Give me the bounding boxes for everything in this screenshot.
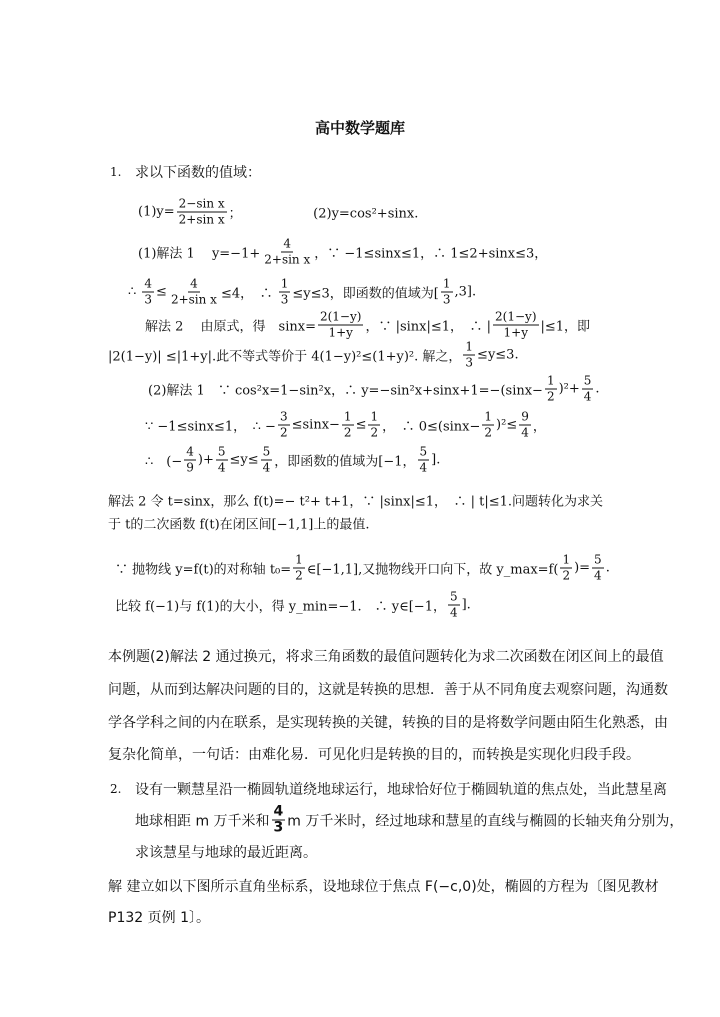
fraction: [441, 277, 453, 308]
denominator: 4: [521, 425, 529, 440]
text-segment: ∈[−1,1],又抛物线开口向下，故 y_max=f(: [306, 562, 559, 578]
fraction: [368, 410, 380, 441]
text-segment: )²+: [558, 381, 580, 397]
numerator: 5: [583, 373, 592, 388]
numerator: 5: [449, 589, 458, 604]
text-segment: ∵ −1≤sinx≤1， ∴ −: [145, 419, 276, 435]
text-segment: ∴: [128, 284, 141, 300]
math-line: [108, 491, 603, 510]
denominator: 3: [273, 819, 284, 836]
numerator: 1: [280, 276, 289, 291]
fraction: [279, 277, 291, 308]
math-line: [108, 340, 519, 371]
fraction: [582, 374, 594, 405]
math-line: [145, 310, 590, 341]
text-segment: 设有一颗慧星沿一椭圆轨道绕地球运行，地球恰好位于椭圆轨道的焦点处，当此慧星离: [135, 782, 667, 798]
fraction: [177, 197, 227, 228]
text-segment: ≤y≤3.: [477, 347, 519, 363]
numerator: 1: [484, 409, 493, 424]
solution-line: [108, 876, 659, 896]
fraction: [463, 340, 475, 371]
fraction: [272, 805, 286, 836]
numerator: 2−sin x: [178, 196, 225, 211]
numerator: 1: [343, 409, 352, 424]
text-segment: ∴ (−: [145, 454, 183, 470]
text-segment: 解 建立如以下图所示直角坐标系，设地球位于焦点 F(−c,0)处，椭圆的方程为〔图见教材: [108, 879, 659, 895]
math-line: [108, 514, 370, 533]
text-segment: 比较 f(−1)与 f(1)的大小，得 y_min=−1. ∴ y∈[−1，: [115, 599, 446, 615]
fraction: [545, 374, 557, 405]
text-segment: ，即函数的值域为[−1，: [274, 454, 416, 470]
denominator: 3: [465, 355, 474, 370]
math-line: [145, 445, 440, 476]
text-segment: 解法 2 令 t=sinx，那么 f(t)=− t²+ t+1，∵ |sinx|≤1， ∴ | t|≤1.问题转化为求关: [108, 494, 604, 510]
text-segment: ≤y≤3，即函数的值域为[: [292, 286, 439, 302]
solution-line: [108, 907, 210, 927]
fraction: [293, 553, 305, 584]
numerator: 2(1−y): [319, 309, 362, 324]
page-title: 高中数学题库: [314, 119, 405, 137]
text-segment: ,3].: [454, 284, 477, 300]
paragraph-line: 学各学科之间的内在联系，是实现转换的关键，转换的目的是将数学问题由陌生化熟悉，由: [108, 715, 668, 731]
text-segment: ， ∴ 0≤(sinx−: [382, 419, 481, 435]
denominator: 4: [419, 460, 428, 475]
text-segment: ].: [461, 597, 471, 613]
numerator: 1: [442, 276, 451, 291]
text-segment: (1)解法 1 y=−1+: [138, 246, 261, 262]
denominator: 3: [280, 292, 289, 307]
fraction: [261, 445, 273, 476]
fraction: [560, 553, 572, 584]
text-segment: 求该慧星与地球的最近距离。: [135, 845, 317, 861]
numerator: 4: [273, 803, 284, 820]
math-line: [138, 237, 547, 268]
text-segment: m 万千米时，经过地球和慧星的直线与椭圆的长轴夹角分别为，: [287, 813, 684, 829]
denominator: 4: [594, 568, 602, 583]
text-segment: ； (2)y=cos²+sinx.: [228, 206, 419, 222]
paragraph-line: 复杂化简单，一句话：由难化易．可见化归是转换的目的，而转换是实现化归段手段。: [108, 747, 640, 763]
denominator: 4: [449, 605, 458, 620]
denominator: 2: [370, 425, 379, 440]
numerator: 4: [144, 276, 153, 291]
denominator: 9: [186, 460, 194, 475]
text-segment: ∵ 抛物线 y=f(t)的对称轴 t₀=: [115, 562, 292, 578]
numerator: 4: [190, 276, 198, 291]
paragraph-line: 本例题(2)解法 2 通过换元，将求三角函数的最值问题转化为求二次函数在闭区间上的最值: [108, 649, 664, 665]
numerator: 4: [186, 444, 194, 459]
text-segment: ，: [532, 419, 546, 435]
math-line: [145, 410, 546, 441]
text-segment: .: [605, 560, 610, 576]
math-line: [138, 197, 418, 228]
numerator: 5: [594, 552, 602, 567]
denominator: 3: [144, 292, 153, 307]
fraction: [216, 445, 228, 476]
math-line: [128, 277, 476, 308]
text-segment: |2(1−y)| ≤|1+y|.此不等式等价于 4(1−y)²≤(1+y)². 解之，: [108, 349, 462, 365]
denominator: 2: [343, 425, 352, 440]
denominator: 2: [546, 389, 555, 404]
fraction: [519, 410, 531, 441]
text-segment: ≤: [156, 284, 167, 300]
text-segment: )+: [197, 452, 214, 468]
math-line: [148, 374, 600, 405]
text-segment: ≤4， ∴: [220, 286, 277, 302]
text-segment: (2)解法 1 ∵ cos²x=1−sin²x，∴ y=−sin²x+sinx+1=−(sinx−: [148, 383, 543, 399]
text-segment: ].: [431, 452, 441, 468]
question-text: [135, 779, 667, 799]
question-number: 1.: [110, 165, 122, 179]
denominator: 2+sin x: [178, 212, 225, 227]
math-line: [115, 590, 471, 621]
question-text: [135, 842, 317, 862]
text-segment: )²≤: [496, 417, 518, 433]
numerator: 1: [546, 373, 555, 388]
text-segment: )=: [574, 560, 591, 576]
fraction: [318, 310, 363, 341]
numerator: 1: [295, 552, 303, 567]
fraction: [418, 445, 430, 476]
denominator: 1+y: [328, 325, 353, 340]
denominator: 4: [217, 460, 226, 475]
fraction: [482, 410, 494, 441]
text-segment: |≤1，即: [540, 319, 591, 335]
denominator: 4: [583, 389, 592, 404]
math-line: [115, 553, 610, 584]
denominator: 2: [484, 425, 493, 440]
text-segment: 于 t的二次函数 f(t)在闭区间[−1,1]上的最值.: [108, 517, 370, 533]
numerator: 1: [370, 409, 379, 424]
paragraph-line: 问题，从而到达解决问题的目的，这就是转换的思想．善于从不同角度去观察问题，沟通数: [108, 682, 668, 698]
question-number: 2.: [110, 782, 122, 796]
denominator: 4: [262, 460, 271, 475]
question-text: [135, 805, 683, 836]
text-segment: ≤sinx−: [291, 417, 340, 433]
text-segment: ≤: [355, 417, 367, 433]
fraction: [493, 310, 538, 341]
text-segment: ≤y≤: [229, 452, 259, 468]
fraction: [342, 410, 354, 441]
numerator: 5: [419, 444, 428, 459]
denominator: 2+sin x: [170, 292, 217, 307]
fraction: [262, 237, 312, 268]
denominator: 2: [562, 568, 571, 583]
numerator: 1: [562, 552, 571, 567]
denominator: 1+y: [503, 325, 529, 340]
text-segment: ，∵ |sinx|≤1， ∴ |: [365, 319, 492, 335]
fraction: [592, 553, 604, 584]
fraction: [169, 277, 219, 308]
text-segment: P132 页例 1〕。: [108, 910, 210, 926]
fraction: [448, 590, 460, 621]
fraction: [278, 410, 290, 441]
text-segment: 解法 2 由原式，得 sinx=: [145, 319, 316, 335]
numerator: 4: [283, 236, 292, 251]
numerator: 1: [465, 339, 474, 354]
numerator: 3: [279, 409, 288, 424]
denominator: 2+sin x: [264, 252, 311, 267]
numerator: 9: [521, 409, 529, 424]
denominator: 3: [442, 292, 451, 307]
text-segment: .: [595, 381, 600, 397]
denominator: 2: [295, 568, 303, 583]
question-text: 求以下函数的值域：: [135, 165, 261, 181]
text-segment: (1)y=: [138, 204, 175, 220]
fraction: [142, 277, 154, 308]
numerator: 5: [217, 444, 226, 459]
text-segment: 地球相距 m 万千米和: [135, 813, 270, 829]
numerator: 2(1−y): [495, 309, 537, 324]
denominator: 2: [279, 425, 288, 440]
fraction: [184, 445, 196, 476]
numerator: 5: [262, 444, 271, 459]
text-segment: ，∵ −1≤sinx≤1，∴ 1≤2+sinx≤3，: [314, 246, 548, 262]
